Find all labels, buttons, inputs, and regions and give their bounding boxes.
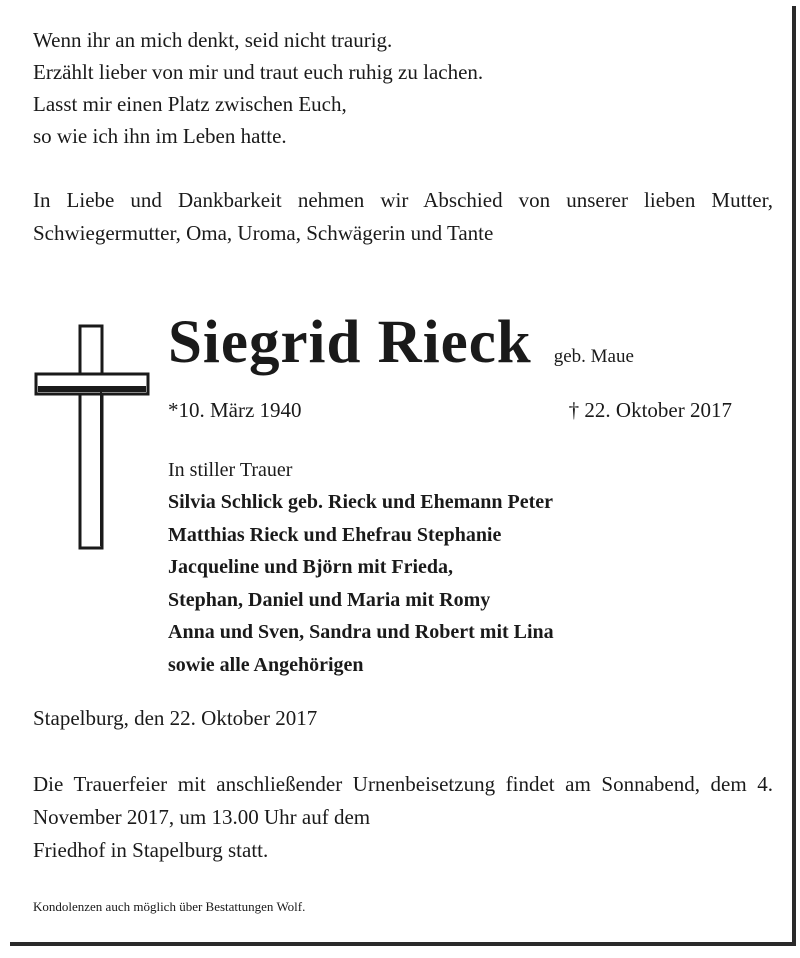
deceased-name-row [168, 308, 634, 378]
funeral-text-end: Friedhof in Stapelburg statt. [33, 838, 269, 862]
mourner-line: Anna und Sven, Sandra und Robert mit Lina [168, 621, 554, 643]
intro-text: In Liebe und Dankbarkeit nehmen wir Abschied von unserer lieben Mutter, Schwiegermutter, Oma, Uroma, Schwägerin und Tante [33, 188, 773, 245]
maiden-name: geb. Maue [553, 346, 634, 367]
poem-line: Erzählt lieber von mir und traut euch ruhig zu lachen. [33, 60, 484, 84]
mourner-line: Jacqueline und Björn mit Frieda, [168, 556, 454, 578]
death-date: † 22. Oktober 2017 [568, 398, 732, 422]
condolence-note: Kondolenzen auch möglich über Bestattungen Wolf. [33, 899, 306, 914]
mourner-line: Silvia Schlick geb. Rieck und Ehemann Peter [168, 491, 554, 513]
mourner-line: Matthias Rieck und Ehefrau Stephanie [168, 523, 502, 546]
poem-line: Lasst mir einen Platz zwischen Euch, [33, 92, 347, 116]
funeral-info [33, 768, 773, 867]
poem-line: Wenn ihr an mich denkt, seid nicht traurig. [33, 28, 393, 52]
place-date: Stapelburg, den 22. Oktober 2017 [33, 706, 318, 730]
mourner-line: sowie alle Angehörigen [168, 653, 364, 676]
poem-line: so wie ich ihn im Leben hatte. [33, 124, 287, 148]
life-dates [168, 398, 732, 423]
funeral-text: Die Trauerfeier mit anschließender Urnenbeisetzung findet am Sonnabend, dem 4. November 2017, um 13.00 Uhr auf dem [33, 772, 773, 829]
mourner-line: Stephan, Daniel und Maria mit Romy [168, 588, 491, 611]
grief-line: In stiller Trauer [168, 459, 293, 481]
mourners-list [168, 486, 554, 681]
poem [33, 24, 483, 152]
cross-icon [34, 324, 150, 550]
deceased-name: Siegrid Rieck [168, 309, 532, 376]
birth-date: *10. März 1940 [168, 398, 302, 422]
